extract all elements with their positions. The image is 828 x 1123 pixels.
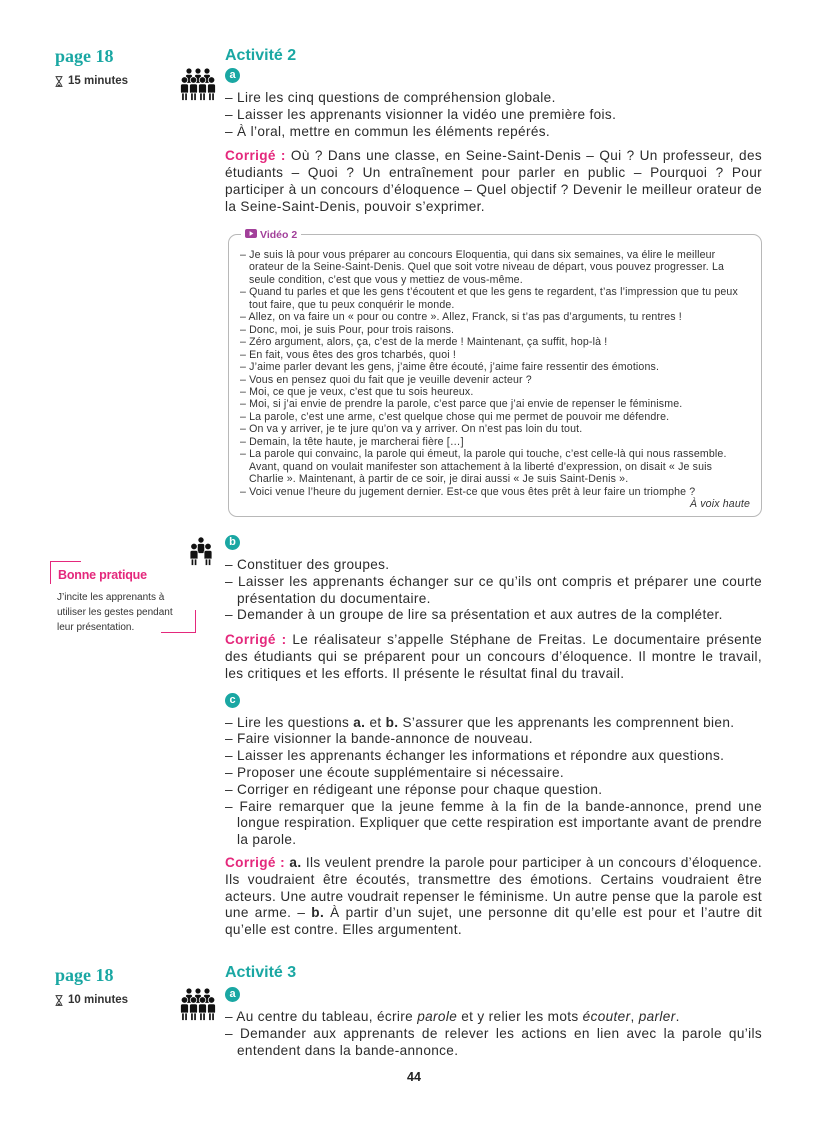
instruction-list (225, 557, 762, 624)
list-item: – Laisser les apprenants échanger sur ce qu’ils ont compris et préparer une courte présentation du documentaire. (225, 573, 762, 606)
step-badge-b: b (225, 535, 240, 550)
transcript-line: – La parole, c’est une arme, c’est quelque chose qui me permet de pouvoir me défendre. (240, 410, 670, 423)
transcript-line: – Je suis là pour vous préparer au concours Eloquentia, qui dans six semaines, va élire le meilleur orateur de la Seine-Saint-Denis. Quel que soit votre niveau de départ, vous pouvez progresser. La seule condition, c’est que vous y mettiez de vous-même. (240, 249, 725, 286)
answer-key (225, 855, 762, 939)
list-item: – Faire remarquer que la jeune femme à la fin de la bande-annonce, prend une longue respiration. Expliquer que cette respiration est importante avant de prendre la parole. (225, 798, 762, 848)
answer-key-text: Où ? Dans une classe, en Seine-Saint-Denis – Qui ? Un professeur, des étudiants – Quoi ? Un entraînement pour parler en public – Pourquoi ? Pour participer à un concours d’éloquence – Quel objectif ? Devenir le meilleur orateur de la Seine-Saint-Denis, pouvoir s’exprimer. (225, 148, 762, 214)
item-text: . (675, 1009, 680, 1024)
transcript-line: – Zéro argument, alors, ça, c’est de la merde ! Maintenant, ça suffit, hop-là ! (240, 336, 608, 349)
list-item: – Constituer des groupes. (225, 557, 390, 572)
item-text: , (630, 1009, 639, 1024)
transcript-line: – Allez, on va faire un « pour ou contre ». Allez, Franck, si t’as pas d’arguments, tu rentres ! (240, 311, 682, 324)
transcript-line: – En fait, vous êtes des gros tcharbés, quoi ! (240, 348, 456, 361)
duration-text: 10 minutes (68, 994, 129, 1006)
answer-key (225, 148, 762, 215)
good-practice-note (50, 561, 196, 633)
item-text: et y relier les mots (457, 1009, 583, 1024)
item-text-italic: parler (638, 1009, 676, 1024)
list-item: – Proposer une écoute supplémentaire si nécessaire. (225, 764, 565, 780)
item-text: – Lire les questions (225, 714, 354, 730)
good-practice-title: Bonne pratique (58, 568, 147, 582)
transcript-line: – Moi, ce que je veux, c’est que tu sois heureux. (240, 385, 474, 398)
video-label-text: Vidéo 2 (260, 229, 298, 241)
answer-key-bold: a. (289, 854, 302, 870)
duration-text: 15 minutes (68, 75, 129, 87)
list-item: – Corriger en rédigeant une réponse pour chaque question. (225, 781, 603, 797)
item-text: et (365, 714, 386, 730)
answer-key-text: À partir d’un sujet, une personne dit qu’elle est pour et l’autre dit qu’elle est contre. Elles argumentent. (225, 905, 762, 938)
item-text-bold: b. (385, 714, 399, 730)
transcript-line: – Moi, si j’ai envie de prendre la parole, c’est parce que j’ai envie de repenser le féminisme. (240, 398, 683, 411)
item-text: – Au centre du tableau, écrire (225, 1009, 418, 1024)
instruction-list (225, 715, 762, 849)
item-text-bold: a. (353, 714, 366, 730)
list-item: – Lire les cinq questions de compréhension globale. (225, 90, 556, 105)
transcript-line: – Voici venue l’heure du jugement dernier. Est-ce que vous êtes prêt à leur faire un triomphe ? (240, 485, 696, 498)
transcript-line: – On va y arriver, je te jure qu’on va y arriver. On n’est pas loin du tout. (240, 423, 583, 436)
step-badge-a: a (225, 987, 240, 1002)
list-item (225, 1009, 762, 1026)
instruction-list (225, 90, 762, 140)
group-work-icon (180, 987, 216, 1026)
transcript-list (240, 249, 750, 498)
list-item: – Demander aux apprenants de relever les actions en lien avec la parole qu’ils entendent dans la bande-annonce. (225, 1025, 762, 1058)
list-item: – Faire visionner la bande-annonce de nouveau. (225, 731, 533, 747)
instruction-list (225, 1009, 762, 1059)
duration (55, 993, 128, 1007)
list-item: – Laisser les apprenants échanger les informations et répondre aux questions. (225, 748, 725, 764)
hourglass-icon (55, 995, 63, 1006)
play-video-icon (245, 229, 257, 242)
list-item: – À l’oral, mettre en commun les éléments repérés. (225, 123, 550, 139)
activity-title: Activité 3 (225, 964, 297, 981)
transcript-line: – J’aime parler devant les gens, j’aime être écouté, j’aime faire ressentir des émotions. (240, 361, 660, 374)
group-work-icon (180, 67, 216, 106)
video-transcript (240, 249, 750, 511)
item-text-italic: parole (417, 1009, 458, 1024)
list-item (225, 715, 762, 732)
page-number: 44 (407, 1070, 421, 1084)
activity-title: Activité 2 (225, 47, 297, 64)
transcript-line: – Vous en pensez quoi du fait que je veuille devenir acteur ? (240, 373, 532, 386)
answer-key-label: Corrigé : (225, 854, 286, 870)
answer-key-text: Ils veulent prendre la parole pour participer à un concours d’éloquence. Ils voudraient être écoutés, transmettre des émotions. Certains voudraient être acteurs. Une autre voudrait repenser le féminisme. Un autre pense que la parole est une arme. – (225, 854, 762, 921)
transcript-line: – Quand tu parles et que les gens t’écoutent et que les gens te regardent, t’as l’impression que tu peux tout faire, que tu peux conquérir le monde. (240, 286, 738, 311)
activity-3-section-a (225, 963, 762, 1059)
video-footer-note: À voix haute (689, 498, 750, 511)
answer-key-text: Le réalisateur s’appelle Stéphane de Freitas. Le documentaire présente des étudiants qui se préparent pour un concours d’éloquence. Il montre le travail, les critiques et les efforts. Il présente le résultat final du travail. (225, 632, 763, 681)
transcript-line: – Demain, la tête haute, je marcherai fière […] (240, 435, 464, 448)
page-reference: page 18 (55, 46, 114, 66)
transcript-line: – La parole qui convainc, la parole qui émeut, la parole qui touche, c’est celle-là qui nous rassemble. Avant, quand on voulait manifester son attachement à la liberté d’expression, on disait « Je suis Charlie ». Maintenant, à partir de ce soir, je dirai aussi « Je suis Saint-Denis ». (240, 448, 727, 486)
activity-2-sections-b-c (225, 535, 762, 939)
answer-key-bold: b. (311, 905, 325, 921)
step-badge-a: a (225, 68, 240, 83)
page-reference: page 18 (55, 965, 114, 985)
step-badge-c: c (225, 693, 240, 708)
answer-key-label: Corrigé : (225, 632, 287, 648)
list-item: – Laisser les apprenants visionner la vidéo une première fois. (225, 106, 617, 122)
list-item: – Demander à un groupe de lire sa présentation et aux autres de la compléter. (225, 607, 723, 623)
small-group-icon (188, 536, 214, 571)
good-practice-text: J’incite les apprenants à utiliser les gestes pendant leur présentation. (57, 592, 173, 633)
duration (55, 74, 128, 88)
video-label (241, 229, 301, 242)
activity-2-section-a (225, 46, 762, 216)
transcript-line: – Donc, moi, je suis Pour, pour trois raisons. (240, 323, 455, 336)
item-text-italic: écouter (582, 1009, 631, 1024)
hourglass-icon (55, 76, 63, 87)
item-text: S’assurer que les apprenants les comprennent bien. (398, 714, 735, 730)
answer-key-label: Corrigé : (225, 148, 286, 164)
answer-key (225, 632, 762, 682)
